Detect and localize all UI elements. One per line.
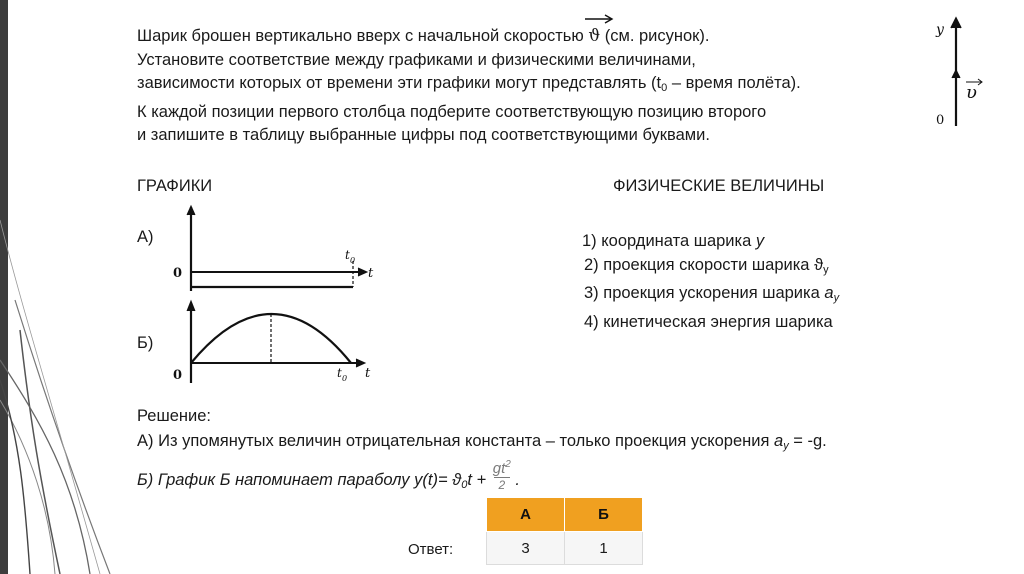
quantity-3 bbox=[582, 282, 839, 311]
solution-a-text: А) Из упомянутых величин отрицательная константа – только проекция ускорения bbox=[137, 432, 775, 450]
graph-a-t-arrow-icon bbox=[358, 268, 367, 276]
problem-line-1-end: (см. рисунок). bbox=[600, 27, 710, 45]
solution-b-mid: t + bbox=[467, 470, 491, 489]
quantities-heading: ФИЗИЧЕСКИЕ ВЕЛИЧИНЫ bbox=[613, 177, 825, 195]
velocity-vector-symbol bbox=[588, 24, 600, 48]
graph-b-zero-label: 0 bbox=[173, 368, 183, 383]
answer-header-b: Б bbox=[565, 498, 643, 532]
problem-line-1-text: Шарик брошен вертикально вверх с начальной скоростью bbox=[137, 27, 589, 45]
answer-table bbox=[486, 497, 643, 565]
solution-b-text: Б) График Б напоминает параболу y(t)= ϑ bbox=[137, 470, 462, 489]
problem-line-5: и запишите в таблицу выбранные цифры под соответствующими буквами. bbox=[137, 126, 710, 144]
answer-header-row bbox=[487, 498, 643, 532]
quantity-2 bbox=[582, 254, 839, 283]
solution-b-sub: 0 bbox=[461, 478, 468, 491]
problem-line-1 bbox=[137, 24, 937, 49]
quantity-1 bbox=[582, 230, 839, 254]
answer-label: Ответ: bbox=[408, 541, 454, 558]
problem-line-2: Установите соответствие между графиками и физическими величинами, bbox=[137, 50, 696, 69]
quantity-4: 4) кинетическая энергия шарика bbox=[584, 312, 833, 331]
solution-b-fraction bbox=[493, 457, 511, 492]
figure-zero-label: 0 bbox=[936, 113, 945, 128]
quantity-2-text: 2) проекция скорости шарика ϑ bbox=[584, 255, 824, 274]
y-axis-arrow-icon bbox=[951, 18, 961, 28]
problem-line-3-end: – время полёта). bbox=[667, 74, 801, 92]
solution-block bbox=[137, 404, 827, 498]
solution-b-end: . bbox=[510, 470, 521, 489]
fraction-numerator bbox=[493, 457, 511, 477]
graph-b bbox=[173, 301, 371, 383]
quantity-3-var: a bbox=[824, 284, 834, 302]
quantity-1-text: 1) координата шарика bbox=[582, 232, 756, 250]
graph-a-y-arrow-icon bbox=[187, 206, 195, 215]
fraction-g: g bbox=[492, 460, 502, 477]
solution-a-end: = -g. bbox=[788, 432, 827, 450]
fraction-t: t bbox=[501, 460, 506, 477]
fraction-sup: 2 bbox=[505, 459, 511, 470]
graph-label-b: Б) bbox=[137, 334, 154, 352]
answer-value-b: 1 bbox=[565, 532, 643, 565]
quantity-3-sub: y bbox=[833, 292, 840, 304]
quantity-3-text: 3) проекция ускорения шарика bbox=[584, 284, 825, 302]
vector-arrow-icon bbox=[584, 13, 614, 25]
fraction-denominator: 2 bbox=[498, 478, 506, 492]
quantity-1-var: y bbox=[755, 232, 765, 250]
problem-statement bbox=[137, 24, 937, 148]
decorative-lines bbox=[0, 0, 140, 574]
solution-a-var: a bbox=[774, 432, 784, 450]
solution-a bbox=[137, 429, 827, 459]
velocity-symbol: ϑ bbox=[588, 26, 601, 45]
problem-line-3 bbox=[137, 72, 937, 101]
ball-throw-figure bbox=[924, 14, 1000, 132]
graphs-svg bbox=[165, 203, 385, 395]
solution-title: Решение: bbox=[137, 407, 211, 425]
graph-a-t-label: t bbox=[368, 266, 374, 281]
answer-value-a: 3 bbox=[487, 532, 565, 565]
solution-b bbox=[137, 459, 827, 498]
graphs-image bbox=[165, 203, 385, 395]
graph-a bbox=[173, 206, 374, 291]
quantities-list bbox=[582, 230, 839, 334]
problem-line-3-text: зависимости которых от времени эти графики могут представлять (t bbox=[137, 74, 662, 92]
graph-a-zero-label: 0 bbox=[173, 266, 183, 281]
velocity-arrow-icon bbox=[952, 70, 960, 78]
graphs-heading: ГРАФИКИ bbox=[137, 177, 213, 195]
graph-b-t-label: t bbox=[365, 366, 371, 381]
figure-y-label: y bbox=[936, 22, 944, 38]
graph-b-t0-subscript: 0 bbox=[342, 374, 348, 383]
figure-v-label: υ bbox=[966, 82, 977, 103]
problem-line-4: К каждой позиции первого столбца подберите соответствующую позицию второго bbox=[137, 102, 767, 121]
graph-b-y-arrow-icon bbox=[187, 301, 195, 311]
graph-a-t0-subscript: 0 bbox=[350, 256, 356, 265]
t0-subscript: 0 bbox=[661, 82, 668, 94]
answer-value-row bbox=[487, 532, 643, 565]
solution-a-sub: y bbox=[783, 440, 789, 452]
graph-b-t0-label: t bbox=[337, 366, 342, 380]
graph-label-a: А) bbox=[137, 228, 154, 246]
answer-header-a: А bbox=[487, 498, 565, 532]
quantity-2-sub: y bbox=[823, 263, 829, 276]
graph-b-t-arrow-icon bbox=[356, 359, 365, 367]
graph-a-t0-label: t bbox=[345, 248, 350, 262]
